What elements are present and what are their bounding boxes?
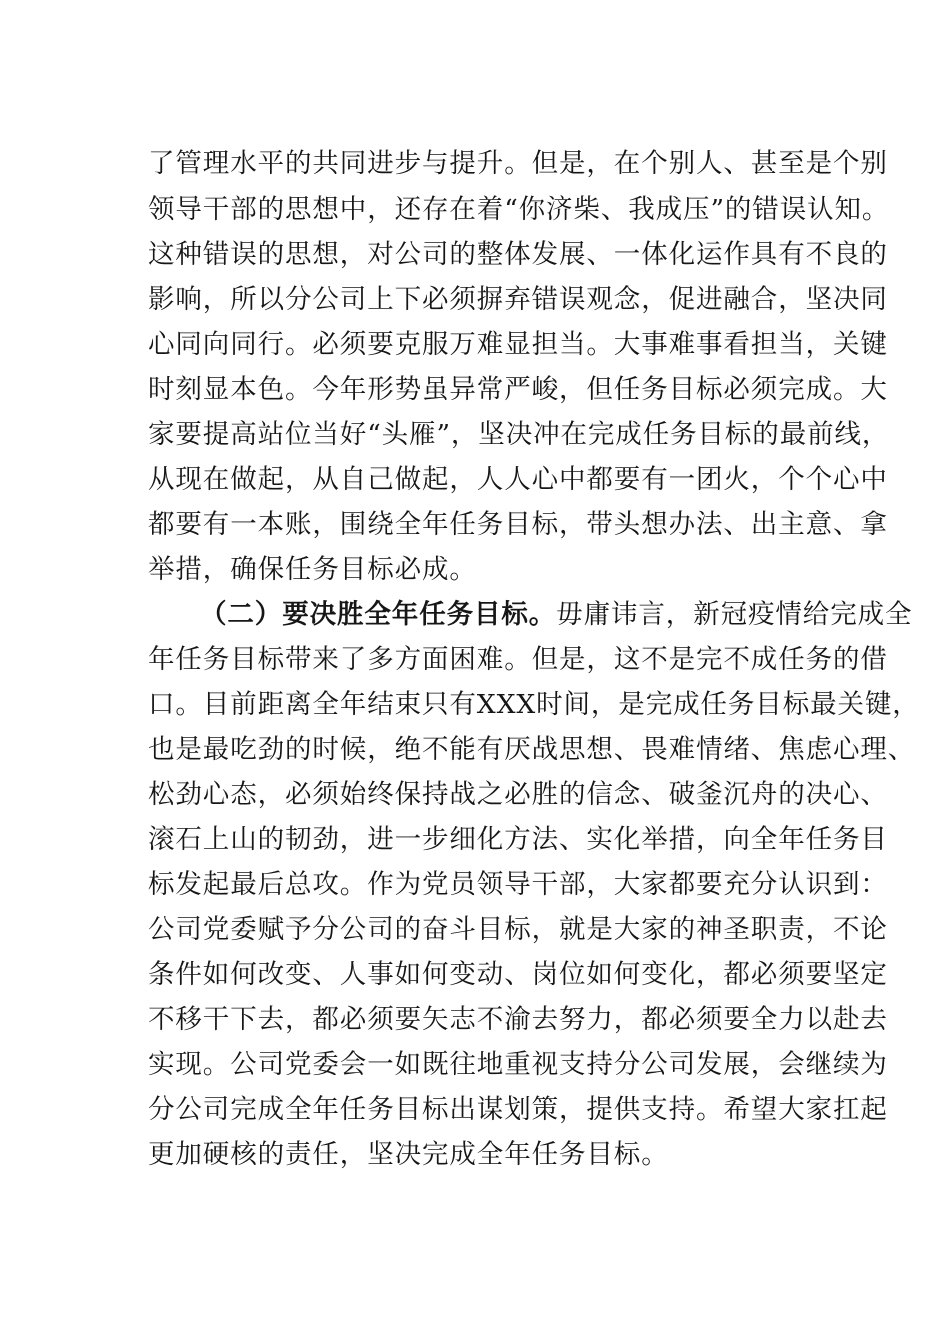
- text-line: 时刻显本色。今年形势虽异常严峻，但任务目标必须完成。大: [148, 374, 888, 405]
- text-line: 从现在做起，从自己做起，人人心中都要有一团火，个个心中: [148, 464, 888, 495]
- text-line: 家要提高站位当好“头雁”，坚决冲在完成任务目标的最前线，: [148, 419, 890, 450]
- text-line: 了管理水平的共同进步与提升。但是，在个别人、甚至是个别: [148, 148, 888, 179]
- text-line: 影响，所以分公司上下必须摒弃错误观念，促进融合，坚决同: [148, 284, 888, 315]
- text-line: 公司党委赋予分公司的奋斗目标，就是大家的神圣职责，不论: [148, 914, 888, 945]
- text-line: 不移干下去，都必须要矢志不渝去努力，都必须要全力以赴去: [148, 1004, 888, 1035]
- text-line: 都要有一本账，围绕全年任务目标，带头想办法、出主意、拿: [148, 509, 888, 540]
- text-line: 更加硬核的责任，坚决完成全年任务目标。: [148, 1139, 669, 1170]
- text-line: 这种错误的思想，对公司的整体发展、一体化运作具有不良的: [148, 239, 888, 270]
- section-heading: （二）要决胜全年任务目标。: [200, 599, 557, 630]
- text-line: 分公司完成全年任务目标出谋划策，提供支持。希望大家扛起: [148, 1094, 888, 1125]
- text-line: 标发起最后总攻。作为党员领导干部，大家都要充分认识到：: [148, 869, 888, 900]
- text-line: 实现。公司党委会一如既往地重视支持分公司发展，会继续为: [148, 1049, 888, 1080]
- text-line: 松劲心态，必须始终保持战之必胜的信念、破釜沉舟的决心、: [148, 779, 888, 810]
- text-line: 滚石上山的韧劲，进一步细化方法、实化举措，向全年任务目: [148, 824, 888, 855]
- text-line: 口。目前距离全年结束只有XXX时间，是完成任务目标最关键，: [148, 689, 920, 720]
- text-line: 条件如何改变、人事如何变动、岗位如何变化，都必须要坚定: [148, 959, 888, 990]
- text-line: 心同向同行。必须要克服万难显担当。大事难事看担当，关键: [148, 329, 888, 360]
- text-line: 年任务目标带来了多方面困难。但是，这不是完不成任务的借: [148, 644, 888, 675]
- section-heading-line: [200, 595, 913, 635]
- text-line: 举措，确保任务目标必成。: [148, 554, 477, 585]
- text-line: 也是最吃劲的时候，绝不能有厌战思想、畏难情绪、焦虑心理、: [148, 734, 916, 765]
- section-heading-rest: 毋庸讳言，新冠疫情给完成全: [556, 599, 913, 630]
- text-line: 领导干部的思想中，还存在着“你济柴、我成压”的错误认知。: [148, 194, 890, 225]
